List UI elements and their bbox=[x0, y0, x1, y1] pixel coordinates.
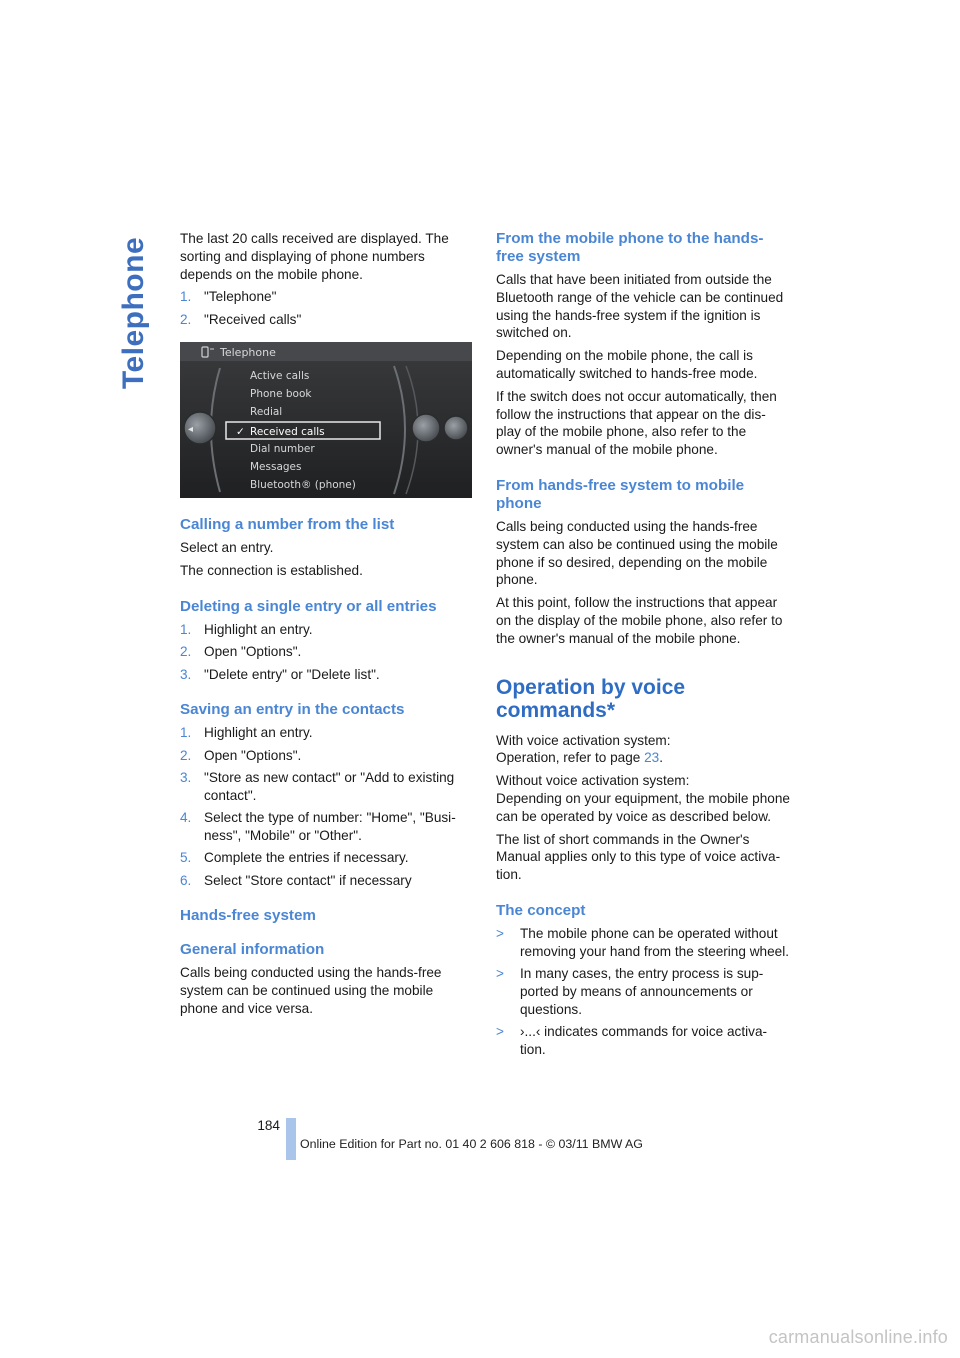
list-item bbox=[180, 621, 472, 639]
mobile-to-handsfree-p3: If the switch does not occur automatically, then follow the instructions that appear on the dis-play of the mobile phone, also refer to the owner's manual of the mobile phone. bbox=[496, 388, 777, 458]
deleting-steps-list bbox=[180, 621, 472, 683]
list-item bbox=[180, 849, 472, 867]
list-item bbox=[180, 809, 472, 845]
voice-without-text: Depending on your equipment, the mobile phone can be operated by voice as described below. bbox=[496, 790, 790, 824]
list-item bbox=[180, 666, 472, 684]
step-number: 1. bbox=[180, 289, 192, 305]
step-text: Select the type of number: "Home", "Busi-ness", "Mobile" or "Other". bbox=[204, 810, 456, 843]
voice-commands-heading: Operation by voice commands* bbox=[496, 675, 686, 722]
step-text: "Received calls" bbox=[204, 311, 302, 327]
step-text: "Store as new contact" or "Add to existing contact". bbox=[204, 770, 455, 803]
step-number: 2. bbox=[180, 311, 192, 327]
concept-bullet-list bbox=[496, 925, 790, 1059]
voice-without-label: Without voice activation system: bbox=[496, 773, 690, 789]
general-info-heading: General information bbox=[180, 941, 325, 959]
footer-accent-bar bbox=[286, 1118, 296, 1160]
menu-item-bluetooth-phone: Bluetooth® (phone) bbox=[250, 479, 356, 492]
step-number: 4. bbox=[180, 810, 192, 826]
bullet-marker: > bbox=[496, 925, 504, 941]
step-text: Select "Store contact" if necessary bbox=[204, 872, 412, 888]
list-item bbox=[180, 872, 472, 890]
bullet-text: ›...‹ indicates commands for voice activa-tion. bbox=[520, 1023, 768, 1057]
step-number: 1. bbox=[180, 725, 192, 741]
step-text: Highlight an entry. bbox=[204, 725, 313, 741]
page-number: 184 bbox=[257, 1118, 280, 1133]
menu-item-dial-number: Dial number bbox=[250, 443, 315, 456]
list-item bbox=[180, 769, 472, 805]
bullet-text: The mobile phone can be operated without removing your hand from the steering wheel. bbox=[520, 925, 789, 959]
chevron-left-icon: ◂ bbox=[188, 424, 194, 436]
voice-with-text: Operation, refer to page bbox=[496, 750, 645, 766]
footer-edition-text: Online Edition for Part no. 01 40 2 606 818 - © 03/11 BMW AG bbox=[300, 1137, 643, 1151]
voice-with-label: With voice activation system: bbox=[496, 732, 671, 748]
list-item bbox=[496, 1023, 790, 1059]
concept-heading: The concept bbox=[496, 901, 586, 919]
step-text: Open "Options". bbox=[204, 644, 302, 660]
saving-steps-list bbox=[180, 724, 472, 889]
calling-heading: Calling a number from the list bbox=[180, 516, 395, 534]
page-reference-link[interactable]: 23 bbox=[644, 750, 660, 766]
step-text: "Delete entry" or "Delete list". bbox=[204, 666, 380, 682]
step-text: Complete the entries if necessary. bbox=[204, 850, 409, 866]
idrive-screen-image bbox=[180, 342, 472, 498]
right-controller-knob bbox=[412, 414, 440, 442]
voice-with-paragraph: With voice activation system: Operation, refer to page 23. bbox=[496, 732, 671, 766]
step-number: 6. bbox=[180, 872, 192, 888]
mobile-to-handsfree-p1: Calls that have been initiated from outside the Bluetooth range of the vehicle can be continued using the hands-free system if the ignition is switched on. bbox=[496, 272, 784, 341]
menu-steps-list bbox=[180, 288, 472, 328]
step-text: Highlight an entry. bbox=[204, 622, 313, 638]
step-text: "Telephone" bbox=[204, 289, 277, 305]
watermark-text: carmanualsonline.info bbox=[768, 1327, 948, 1347]
deleting-heading: Deleting a single entry or all entries bbox=[180, 598, 437, 616]
handsfree-to-mobile-p1: Calls being conducted using the hands-free system can also be continued using the mobile phone if so desired, depending on the mobile phone. bbox=[496, 518, 778, 588]
general-info-text: Calls being conducted using the hands-free system can be continued using the mobile phone and vice versa. bbox=[180, 965, 442, 1016]
voice-list-text: The list of short commands in the Owner's Manual applies only to this type of voice activa-tion. bbox=[496, 831, 781, 883]
mobile-to-handsfree-heading: From the mobile phone to the hands-free system bbox=[496, 230, 764, 265]
menu-item-active-calls: Active calls bbox=[250, 370, 310, 383]
list-item bbox=[180, 643, 472, 661]
list-item bbox=[496, 925, 790, 961]
menu-item-phone-book: Phone book bbox=[250, 388, 312, 401]
intro-paragraph: The last 20 calls received are displayed. The sorting and displaying of phone numbers depends on the mobile phone. bbox=[180, 231, 449, 282]
section-title-text: Telephone bbox=[117, 236, 150, 390]
section-side-title bbox=[112, 228, 156, 398]
calling-p2: The connection is established. bbox=[180, 563, 363, 579]
list-item bbox=[180, 288, 472, 306]
list-item bbox=[180, 724, 472, 742]
mobile-to-handsfree-p2: Depending on the mobile phone, the call is automatically switched to hands-free mode. bbox=[496, 348, 758, 381]
step-number: 2. bbox=[180, 747, 192, 763]
voice-without-paragraph bbox=[496, 772, 790, 825]
handsfree-to-mobile-p2: At this point, follow the instructions that appear on the display of the mobile phone, also refer to the owner's manual of the mobile phone. bbox=[496, 595, 783, 646]
calling-p1: Select an entry. bbox=[180, 540, 274, 556]
list-item bbox=[496, 965, 790, 1018]
right-edge-knob bbox=[444, 416, 468, 440]
check-icon: ✓ bbox=[236, 426, 245, 439]
menu-item-received-calls: Received calls bbox=[250, 426, 325, 439]
list-item bbox=[180, 311, 472, 329]
screen-title: Telephone bbox=[220, 346, 276, 360]
step-number: 3. bbox=[180, 770, 192, 786]
right-column bbox=[496, 230, 790, 1065]
bullet-text: In many cases, the entry process is sup-ported by means of announcements or questions. bbox=[520, 966, 764, 1017]
step-number: 1. bbox=[180, 622, 192, 638]
menu-item-messages: Messages bbox=[250, 461, 302, 474]
bullet-marker: > bbox=[496, 966, 504, 982]
saving-heading: Saving an entry in the contacts bbox=[180, 701, 405, 719]
step-text: Open "Options". bbox=[204, 747, 302, 763]
step-number: 3. bbox=[180, 666, 192, 682]
list-item bbox=[180, 747, 472, 765]
step-number: 2. bbox=[180, 644, 192, 660]
step-number: 5. bbox=[180, 850, 192, 866]
handsfree-to-mobile-heading: From hands-free system to mobile phone bbox=[496, 476, 745, 512]
handsfree-heading: Hands-free system bbox=[180, 907, 316, 925]
left-column bbox=[180, 230, 472, 1023]
menu-item-redial: Redial bbox=[250, 406, 283, 419]
bullet-marker: > bbox=[496, 1023, 504, 1039]
